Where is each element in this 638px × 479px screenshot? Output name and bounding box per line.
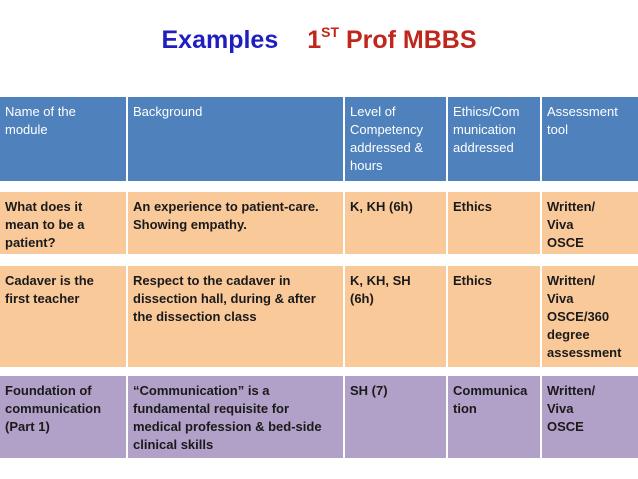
- header-module-name: Name of the module: [0, 97, 128, 181]
- title-examples: Examples: [161, 26, 279, 54]
- cell-background: Respect to the cadaver in dissection hall, during & after the dissection class: [128, 266, 345, 367]
- cell-module-name: Foundation of communication (Part 1): [0, 376, 128, 458]
- table-row: [0, 192, 638, 254]
- cell-module-name: Cadaver is the first teacher: [0, 266, 128, 367]
- title-course-superscript: ST: [321, 24, 339, 40]
- slide-title: [0, 24, 638, 55]
- cell-ethics-communication: Communica tion: [448, 376, 542, 458]
- cell-module-name: What does it mean to be a patient?: [0, 192, 128, 254]
- header-background: Background: [128, 97, 345, 181]
- cell-ethics-communication: Ethics: [448, 192, 542, 254]
- title-course: [307, 26, 476, 54]
- cell-assessment-tool: Written/ Viva OSCE: [542, 192, 638, 254]
- cell-background: An experience to patient-care. Showing empathy.: [128, 192, 345, 254]
- header-ethics-communication: Ethics/Com munication addressed: [448, 97, 542, 181]
- header-competency-level: Level of Competency addressed & hours: [345, 97, 448, 181]
- cell-assessment-tool: Written/ Viva OSCE: [542, 376, 638, 458]
- cell-competency-level: K, KH, SH (6h): [345, 266, 448, 367]
- title-course-number: 1: [307, 26, 322, 54]
- table-row: [0, 376, 638, 458]
- header-assessment-tool: Assessment tool: [542, 97, 638, 181]
- cell-competency-level: K, KH (6h): [345, 192, 448, 254]
- title-course-name: Prof MBBS: [339, 26, 477, 54]
- table-header-row: [0, 97, 638, 181]
- cell-assessment-tool: Written/ Viva OSCE/360 degree assessment: [542, 266, 638, 367]
- table-row: [0, 266, 638, 367]
- cell-background: “Communication” is a fundamental requisite for medical profession & bed-side clinical skills: [128, 376, 345, 458]
- cell-competency-level: SH (7): [345, 376, 448, 458]
- cell-ethics-communication: Ethics: [448, 266, 542, 367]
